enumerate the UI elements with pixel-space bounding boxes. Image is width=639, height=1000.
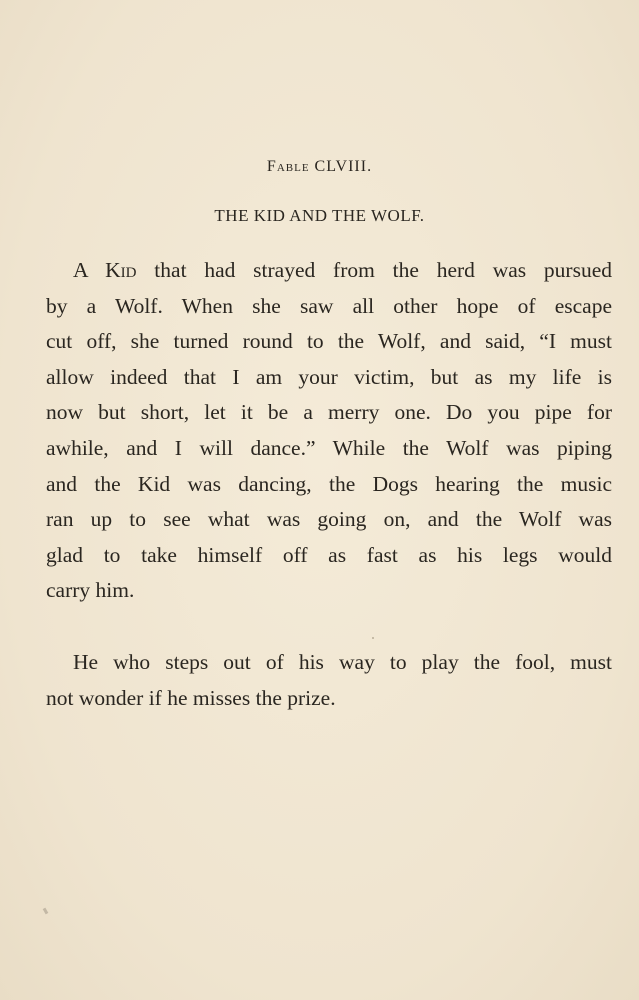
print-speck bbox=[372, 637, 374, 639]
body-line-4: allow indeed that I am your victim, but as my life is bbox=[46, 364, 612, 389]
fable-title: THE KID AND THE WOLF. bbox=[214, 206, 425, 225]
fable-moral bbox=[46, 645, 612, 716]
body-line-7: and the Kid was dancing, the Dogs hearing the music bbox=[46, 471, 612, 496]
body-line-2: by a Wolf. When she saw all other hope of escape bbox=[46, 293, 612, 318]
kid-small-caps: Kid bbox=[105, 258, 137, 282]
body-line-9: glad to take himself off as fast as his legs would bbox=[46, 542, 612, 567]
body-line-5: now but short, let it be a merry one. Do you pipe for bbox=[46, 400, 612, 425]
fable-label: Fable bbox=[266, 158, 310, 175]
moral-line-1: He who steps out of his way to play the fool, must bbox=[73, 650, 612, 674]
body-line-3: cut off, she turned round to the Wolf, and said, “I must bbox=[46, 329, 612, 354]
body-line-8: ran up to see what was going on, and the Wolf was bbox=[46, 507, 612, 532]
fable-body bbox=[46, 253, 612, 609]
moral-line-2: not wonder if he misses the prize. bbox=[46, 685, 336, 710]
body-line-1 bbox=[46, 253, 612, 289]
body-line-10: carry him. bbox=[46, 578, 135, 603]
fable-number bbox=[0, 158, 639, 176]
page-blemish bbox=[43, 908, 49, 915]
body-line-6: awhile, and I will dance.” While the Wolf was piping bbox=[46, 435, 612, 460]
body-line-1-rest: that had strayed from the herd was pursued bbox=[154, 258, 612, 282]
body-line-1-lead: A bbox=[73, 258, 88, 282]
fable-numeral: CLVIII. bbox=[314, 158, 373, 175]
